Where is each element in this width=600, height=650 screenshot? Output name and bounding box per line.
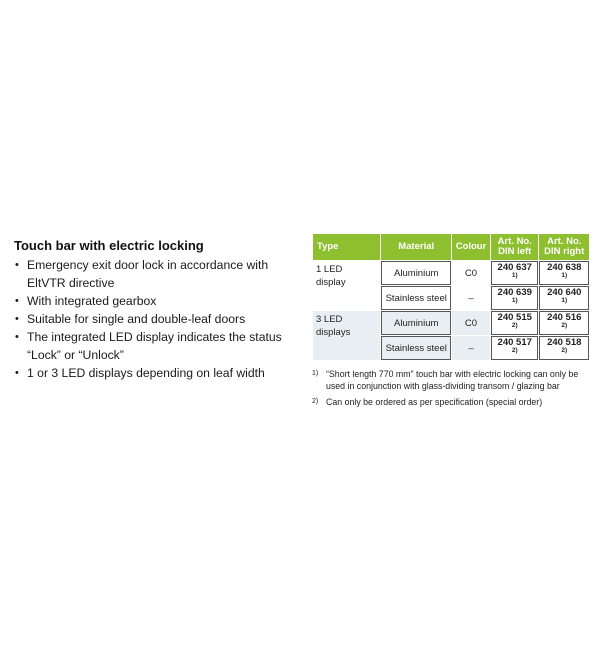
art-no: 240 515 (497, 312, 532, 323)
art-no-right-cell (539, 261, 589, 285)
feature-item: • The integrated LED display indicates the status “Lock” or “Unlock” (14, 328, 306, 364)
colour-cell: – (452, 336, 490, 360)
footnote-ref: 2) (561, 346, 568, 354)
footnote-text: “Short length 770 mm” touch bar with electric locking can only be used in conjunction with glass-dividing transom / glazing bar (326, 369, 579, 391)
feature-item: • With integrated gearbox (14, 292, 306, 310)
art-no-right-cell (539, 311, 589, 335)
table-row (313, 261, 589, 285)
feature-item: • Emergency exit door lock in accordance with EltVTR directive (14, 256, 306, 292)
art-no: 240 638 (547, 262, 582, 273)
feature-item: • 1 or 3 LED displays depending on leaf width (14, 364, 306, 382)
type-line: 3 LED (316, 314, 343, 325)
header-din-left-line2: DIN left (498, 246, 532, 257)
material-cell: Stainless steel (381, 286, 451, 310)
footnote-ref: 2) (561, 321, 568, 329)
art-no-left-cell (491, 261, 539, 285)
footnote-ref: 1) (511, 271, 518, 279)
footnote-text: Can only be ordered as per specification (special order) (326, 397, 543, 407)
material-cell: Aluminium (381, 261, 451, 285)
material-cell: Stainless steel (381, 336, 451, 360)
footnote-mark: 2) (312, 398, 319, 405)
footnote-ref: 1) (511, 296, 518, 304)
type-line: display (316, 277, 346, 288)
footnote-item (312, 397, 592, 409)
type-line: displays (316, 327, 351, 338)
product-title: Touch bar with electric locking (14, 238, 204, 253)
type-cell (313, 311, 380, 360)
header-din-right (539, 234, 589, 260)
colour-cell: C0 (464, 267, 478, 279)
footnote-ref: 2) (511, 346, 518, 354)
material-cell: Aluminium (381, 311, 451, 335)
art-no-left-cell (491, 311, 539, 335)
footnote-ref: 2) (511, 321, 518, 329)
footnote-mark: 1) (312, 370, 319, 377)
art-no: 240 640 (547, 287, 582, 298)
footnote-item (312, 369, 592, 392)
header-din-right-line1: Art. No. (547, 236, 582, 247)
header-din-left (491, 234, 539, 260)
header-din-right-line2: DIN right (544, 246, 585, 257)
header-material: Material (381, 234, 451, 260)
header-type: Type (313, 234, 380, 260)
feature-item: • Suitable for single and double-leaf doors (14, 310, 306, 328)
colour-cell: – (468, 292, 474, 304)
footnote-ref: 1) (561, 271, 568, 279)
footnote-ref: 1) (561, 296, 568, 304)
footnotes (312, 369, 592, 409)
feature-list (14, 256, 306, 382)
art-no-right-cell (539, 286, 589, 310)
header-colour: Colour (452, 234, 490, 260)
product-description (14, 238, 306, 382)
spec-panel (312, 233, 592, 414)
table-header-row (313, 234, 589, 260)
table-row (313, 311, 589, 335)
art-no: 240 518 (547, 337, 582, 348)
art-no-left-cell (491, 336, 539, 360)
art-no-right-cell (539, 336, 589, 360)
spec-table (312, 233, 590, 361)
type-line: 1 LED (316, 264, 343, 275)
art-no: 240 517 (497, 337, 532, 348)
header-din-left-line1: Art. No. (497, 236, 532, 247)
type-cell (313, 261, 380, 310)
art-no: 240 639 (497, 287, 532, 298)
art-no-left-cell (491, 286, 539, 310)
colour-cell: C0 (452, 311, 490, 335)
art-no: 240 637 (497, 262, 532, 273)
art-no: 240 516 (547, 312, 582, 323)
